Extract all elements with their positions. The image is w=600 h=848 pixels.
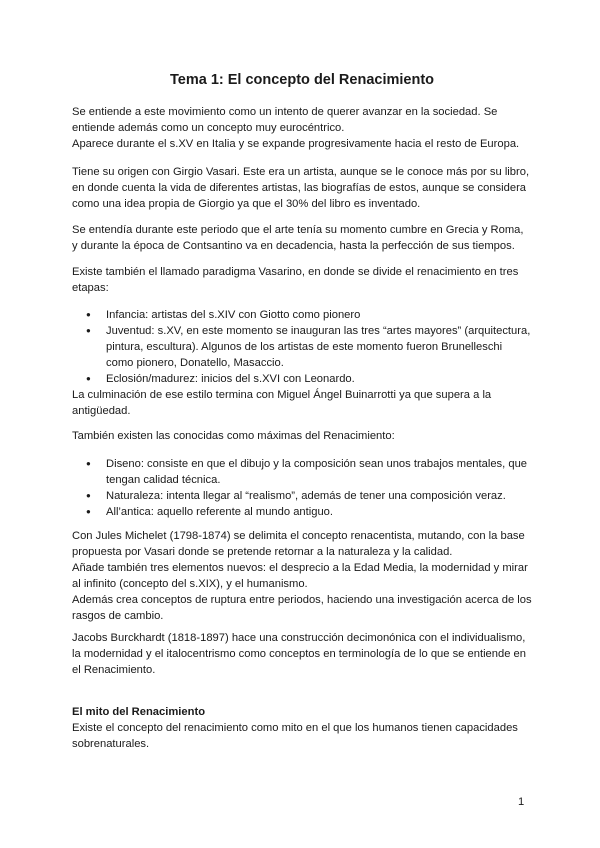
list-item: ● Diseno: consiste en que el dibujo y la composición sean unos trabajos mentales, que tengan calidad técnica. xyxy=(72,456,532,488)
paragraph: Añade también tres elementos nuevos: el desprecio a la Edad Media, la modernidad y mirar al infinito (concepto del s.XIX), y el humanismo. xyxy=(72,562,528,590)
paragraph: Jacobs Burckhardt (1818-1897) hace una construcción decimonónica con el individualismo, la modernidad y el italocentrismo como conceptos en terminología de lo que se entiende en el Renacimiento. xyxy=(72,632,526,676)
paragraph-intro xyxy=(72,104,532,152)
paragraph: También existen las conocidas como máximas del Renacimiento: xyxy=(72,430,395,442)
page-title: Tema 1: El concepto del Renacimiento xyxy=(169,72,435,88)
section-heading: El mito del Renacimiento xyxy=(72,706,206,718)
paragraph-arte xyxy=(72,222,532,254)
paragraph: Existe también el llamado paradigma Vasarino, en donde se divide el renacimiento en tres etapas: xyxy=(72,266,519,294)
list-item: ● Infancia: artistas del s.XIV con Giotto como pionero xyxy=(72,307,532,323)
paragraph-michelet xyxy=(72,528,532,624)
paragraph: Existe el concepto del renacimiento como mito en el que los humanos tienen capacidades sobrenaturales. xyxy=(72,722,518,750)
maximas-list xyxy=(72,456,532,520)
paragraph-vasari xyxy=(72,164,532,212)
section-mito xyxy=(72,704,532,752)
page-number: 1 xyxy=(518,796,525,808)
maximas-list-block xyxy=(72,456,532,520)
paragraph-maximas-intro xyxy=(72,428,532,444)
list-item: ● Juventud: s.XV, en este momento se inauguran las tres “artes mayores” (arquitectura, pintura, escultura). Algunos de los artistas de este momento fueron Brunelleschi como pionero, Donatello, Masaccio. xyxy=(72,323,532,371)
etapas-list xyxy=(72,307,532,387)
paragraph: Se entendía durante este periodo que el arte tenía su momento cumbre en Grecia y Roma, y durante la época de Contsantino va en decadencia, hasta la perfección de sus tiempos. xyxy=(72,224,524,252)
paragraph: Con Jules Michelet (1798-1874) se delimita el concepto renacentista, mutando, con la base propuesta por Vasari donde se pretende retornar a la naturaleza y la calidad. xyxy=(72,530,525,558)
paragraph-burckhardt xyxy=(72,630,532,678)
list-item: ● All’antica: aquello referente al mundo antiguo. xyxy=(72,504,532,520)
list-item: ● Eclosión/madurez: inicios del s.XVI con Leonardo. xyxy=(72,371,532,387)
paragraph: La culminación de ese estilo termina con Miguel Ángel Buinarrotti ya que supera a la antigüedad. xyxy=(72,389,492,417)
paragraph: Aparece durante el s.XV en Italia y se expande progresivamente hacia el resto de Europa. xyxy=(72,138,520,150)
list-item: ● Naturaleza: intenta llegar al “realismo”, además de tener una composición veraz. xyxy=(72,488,532,504)
paragraph: Se entiende a este movimiento como un intento de querer avanzar en la sociedad. Se entiende además como un concepto muy eurocéntrico. xyxy=(72,106,498,134)
etapas-list-block xyxy=(72,307,532,419)
paragraph: Tiene su origen con Girgio Vasari. Este era un artista, aunque se le conoce más por su libro, en donde cuenta la vida de diferentes artistas, las biografías de estos, aunque se considera como una idea propia de Giorgio ya que el 30% del libro es inventado. xyxy=(72,166,530,210)
paragraph: Además crea conceptos de ruptura entre periodos, haciendo una investigación acerca de los rasgos de cambio. xyxy=(72,594,532,622)
paragraph-paradigma xyxy=(72,264,532,296)
